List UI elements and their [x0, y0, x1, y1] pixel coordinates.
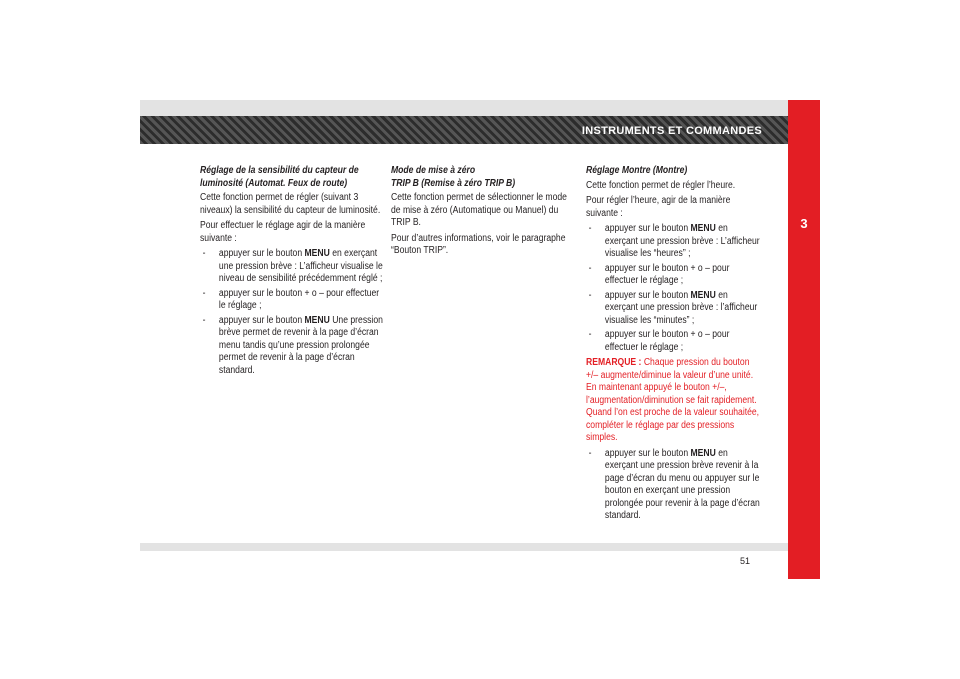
item-text: appuyer sur le bouton — [218, 314, 305, 326]
bullet-dash: - — [588, 329, 592, 340]
menu-keyword: MENU — [690, 447, 716, 459]
item-text: en exerçant une pression brève : l’afficheur visualise les “minutes” ; — [604, 289, 758, 326]
list-item — [586, 448, 761, 523]
list-item — [586, 263, 761, 288]
remark-text: Chaque pression du bouton +/– augmente/diminue la valeur d’une unité. En maintenant appuyé le bouton +/–, l’augmentation/diminution se fait rapidement. Quand l’on est proche de la valeur souhaitée, compléter le réglage par des pressions simples. — [586, 357, 760, 443]
chapter-tab — [788, 100, 820, 579]
paragraph: Pour d’autres informations, voir le paragraphe “Bouton TRIP”. — [391, 232, 566, 256]
page-number: 51 — [740, 556, 751, 566]
remark-label: REMARQUE : — [586, 357, 642, 368]
item-text: en exerçant une pression brève : L’afficheur visualise le niveau de sensibilité précédemment réglé ; — [218, 248, 383, 284]
item-text: appuyer sur le bouton — [604, 447, 691, 459]
paragraph: Pour effectuer le réglage agir de la manière suivante : — [200, 220, 366, 244]
list-item — [586, 290, 761, 328]
item-text: Une pression brève permet de revenir à la page d’écran menu tandis qu’une pression prolongée permet de revenir à la page d’écran standard. — [218, 314, 383, 376]
paragraph: Cette fonction permet de régler (suivant 3 niveaux) la sensibilité du capteur de luminosité. — [200, 192, 381, 216]
subtitle-line: Mode de mise à zéro — [391, 165, 476, 176]
section-subtitle: Réglage Montre (Montre) — [586, 165, 688, 176]
subtitle-line: TRIP B (Remise à zéro TRIP B) — [391, 177, 516, 189]
menu-keyword: MENU — [304, 314, 330, 326]
paragraph: Pour régler l’heure, agir de la manière suivante : — [586, 195, 731, 219]
top-gray-band — [140, 100, 788, 116]
section-subtitle — [391, 165, 572, 190]
paragraph: Cette fonction permet de régler l’heure. — [586, 179, 736, 191]
item-text: appuyer sur le bouton + o – pour effectuer le réglage ; — [604, 329, 730, 353]
list-item — [586, 223, 761, 261]
column-clock-setting — [586, 165, 761, 526]
menu-keyword: MENU — [690, 223, 716, 234]
subtitle-line: luminosité (Automat. Feux de route) — [200, 177, 348, 189]
menu-keyword: MENU — [304, 248, 330, 259]
instruction-list — [586, 448, 761, 523]
list-item — [200, 315, 384, 378]
section-title: INSTRUMENTS ET COMMANDES — [581, 125, 762, 137]
bottom-gray-band — [140, 543, 788, 551]
item-text: appuyer sur le bouton — [604, 223, 691, 234]
bullet-dash: - — [588, 447, 592, 459]
item-text: appuyer sur le bouton + o – pour effectuer le réglage ; — [604, 262, 730, 286]
item-text: appuyer sur le bouton — [218, 248, 305, 259]
menu-keyword: MENU — [690, 289, 716, 301]
bullet-dash: - — [588, 289, 592, 301]
instruction-list — [586, 223, 761, 354]
bullet-dash: - — [202, 248, 206, 259]
bullet-dash: - — [588, 262, 592, 274]
bullet-dash: - — [588, 223, 592, 234]
bullet-dash: - — [202, 287, 206, 299]
paragraph: Cette fonction permet de sélectionner le mode de mise à zéro (Automatique ou Manuel) du TRIP B. — [391, 192, 567, 228]
item-text: appuyer sur le bouton — [604, 289, 691, 301]
item-text: appuyer sur le bouton + o – pour effectuer le réglage ; — [218, 287, 380, 311]
list-item — [200, 288, 384, 313]
item-text: en exerçant une pression brève : L’afficheur visualise les “heures” ; — [604, 223, 760, 259]
subtitle-line: Réglage de la sensibilité du capteur de — [200, 165, 359, 176]
chapter-number: 3 — [800, 216, 808, 231]
section-header-bar — [140, 116, 788, 144]
list-item — [586, 329, 761, 354]
remark-note — [586, 357, 761, 445]
bullet-dash: - — [202, 314, 206, 326]
list-item — [200, 248, 384, 286]
column-trip-reset — [391, 165, 572, 261]
instruction-list — [200, 248, 384, 377]
item-text: en exerçant une pression brève revenir à la page d’écran du menu ou appuyer sur le bouton en exerçant une pression prolongée pour revenir à la page d’écran standard. — [604, 447, 760, 521]
section-subtitle — [200, 165, 384, 190]
column-sensor-sensitivity — [200, 165, 384, 380]
